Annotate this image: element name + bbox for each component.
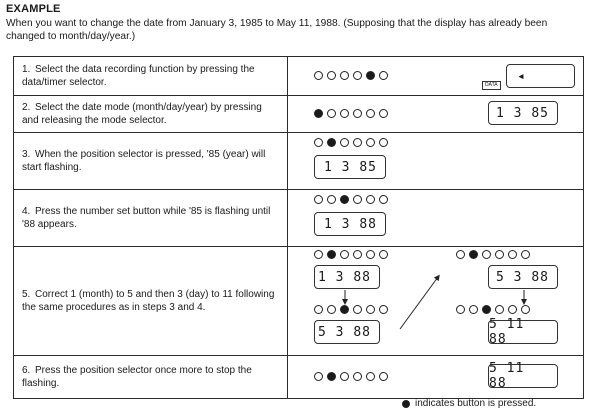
button-indicator [314, 372, 323, 381]
button-indicator [379, 109, 388, 118]
button-indicator [366, 372, 375, 381]
step-text: Select the date mode (month/day/year) by pressing and releasing the mode selector. [22, 102, 262, 126]
button-indicator [314, 138, 323, 147]
step-text: Correct 1 (month) to 5 and then 3 (day) to 11 following the same procedures as in steps 3 and 4. [22, 289, 275, 313]
step-visual [288, 57, 583, 95]
step-number: 4. [22, 206, 31, 217]
lcd-display: 5 3 88 [488, 265, 558, 289]
button-indicator-row [314, 109, 388, 118]
button-indicator [327, 195, 336, 204]
step-number: 6. [22, 365, 31, 376]
step-number: 3. [22, 149, 31, 160]
example-heading: EXAMPLE [6, 3, 61, 15]
button-indicator [379, 372, 388, 381]
step-row-6 [14, 355, 583, 398]
step-visual [288, 247, 583, 355]
button-indicator-row [314, 71, 388, 80]
lcd-display: 5 11 88 [488, 320, 558, 344]
step-visual [288, 356, 583, 398]
step-row-4 [14, 189, 583, 246]
button-pressed-indicator [327, 372, 336, 381]
button-indicator [340, 71, 349, 80]
button-indicator [314, 195, 323, 204]
lcd-display: 5 11 88 [488, 364, 558, 388]
button-indicator [366, 195, 375, 204]
lcd-display: 1 3 85 [488, 101, 558, 125]
step-row-5 [14, 246, 583, 355]
button-indicator [366, 138, 375, 147]
button-indicator [353, 372, 362, 381]
button-indicator [327, 109, 336, 118]
step-text: When the position selector is pressed, '85 (year) will start flashing. [22, 149, 266, 173]
pressed-indicator-icon [402, 400, 410, 408]
intro-text: When you want to change the date from January 3, 1985 to May 11, 1988. (Supposing that the display has already been changed to month/day/year.) [6, 18, 548, 42]
button-indicator [353, 138, 362, 147]
lcd-display: 1 3 88 [314, 212, 386, 236]
button-indicator [353, 71, 362, 80]
legend-footnote [402, 398, 536, 409]
button-indicator [379, 138, 388, 147]
button-pressed-indicator [340, 195, 349, 204]
button-pressed-indicator [366, 71, 375, 80]
button-indicator [353, 195, 362, 204]
step-visual [288, 190, 583, 246]
button-indicator [366, 109, 375, 118]
button-indicator [353, 109, 362, 118]
lcd-display: 5 3 88 [314, 320, 380, 344]
step-row-1 [14, 57, 583, 95]
button-pressed-indicator [314, 109, 323, 118]
step-visual [288, 133, 583, 189]
legend-text: indicates button is pressed. [415, 398, 537, 409]
step-text: Press the position selector once more to stop the flashing. [22, 365, 252, 389]
button-indicator [379, 195, 388, 204]
step-number: 1. [22, 64, 31, 75]
lcd-display: 1 3 88 [314, 265, 380, 289]
step-visual [288, 96, 583, 132]
data-label: DATA [482, 81, 501, 90]
lcd-display: 1 3 85 [314, 155, 386, 179]
button-indicator [340, 138, 349, 147]
button-indicator [340, 109, 349, 118]
button-indicator [314, 71, 323, 80]
step-row-3 [14, 132, 583, 189]
sequence-arrows [288, 247, 585, 355]
step-number: 2. [22, 102, 31, 113]
step-row-2 [14, 95, 583, 132]
button-indicator [340, 372, 349, 381]
button-pressed-indicator [327, 138, 336, 147]
instruction-table [13, 56, 584, 399]
step-number: 5. [22, 289, 31, 300]
button-indicator-row [314, 195, 388, 204]
button-indicator-row [314, 138, 388, 147]
button-indicator [379, 71, 388, 80]
lcd-display: ◂ [506, 64, 575, 88]
step-text: Press the number set button while '85 is flashing until '88 appears. [22, 206, 271, 230]
button-indicator-row [314, 372, 388, 381]
button-indicator [327, 71, 336, 80]
step-text: Select the data recording function by pressing the data/timer selector. [22, 64, 255, 88]
